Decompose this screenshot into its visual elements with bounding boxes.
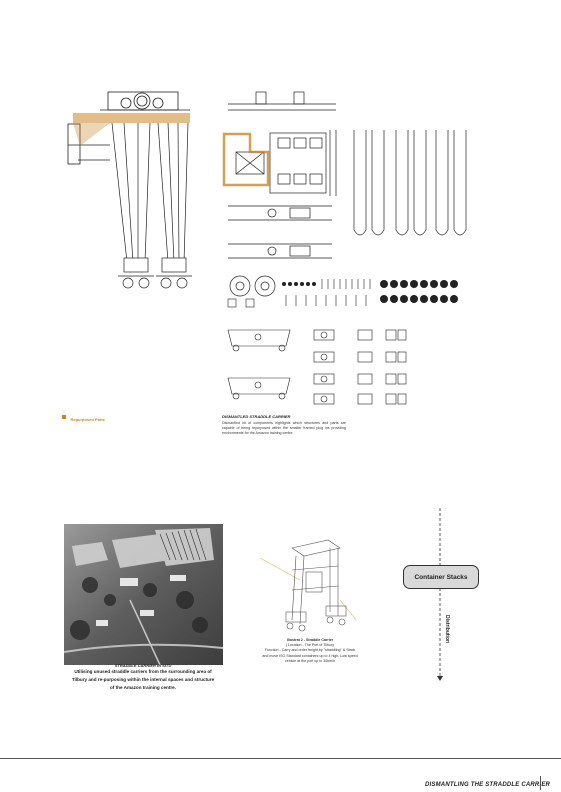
- footer-rule: [0, 758, 561, 759]
- illustration-line-3: and move ISO Standard containers up to 4 high. Low speed: [262, 653, 358, 658]
- footer-title: DISMANTLING THE STRADDLE CARRIER: [425, 782, 551, 788]
- distribution-label: Distribution: [444, 615, 450, 644]
- container-stacks-box: [403, 565, 479, 589]
- illustration-line-1: | Location - The Port of Tilbury: [285, 643, 334, 648]
- photo-line-1: Utilising unused straddle carriers from the surrounding area of: [74, 669, 212, 674]
- illustration-line-2: Function - Carry and order freight by "straddling" & Stack: [264, 648, 356, 653]
- legend-label: Repurposed Parts: [70, 417, 105, 422]
- footer-divider: [540, 776, 541, 790]
- container-stacks-label: Container Stacks: [414, 573, 468, 581]
- photo-line-2: Tilbury and re-purposing within the internal spaces and structure: [71, 677, 215, 682]
- illustration-title: Illustrat 2 - Straddle Carrier: [286, 638, 334, 642]
- photo-line-3: of the Amazon training centre.: [110, 685, 176, 690]
- dismantled-text: Dismantled kit of components highlights which structures and parts are capable of being repurposed within the smaller framed plug ins providing environments for the Amazon training centre: [222, 421, 346, 436]
- illustration-line-4: vehicle at the port up to 30km/h: [284, 658, 336, 663]
- photo-title: STRADDLE CARRIER IN SITU: [114, 663, 172, 668]
- dismantled-title: DISMANTLED STRADDLE CARRIER: [222, 414, 291, 419]
